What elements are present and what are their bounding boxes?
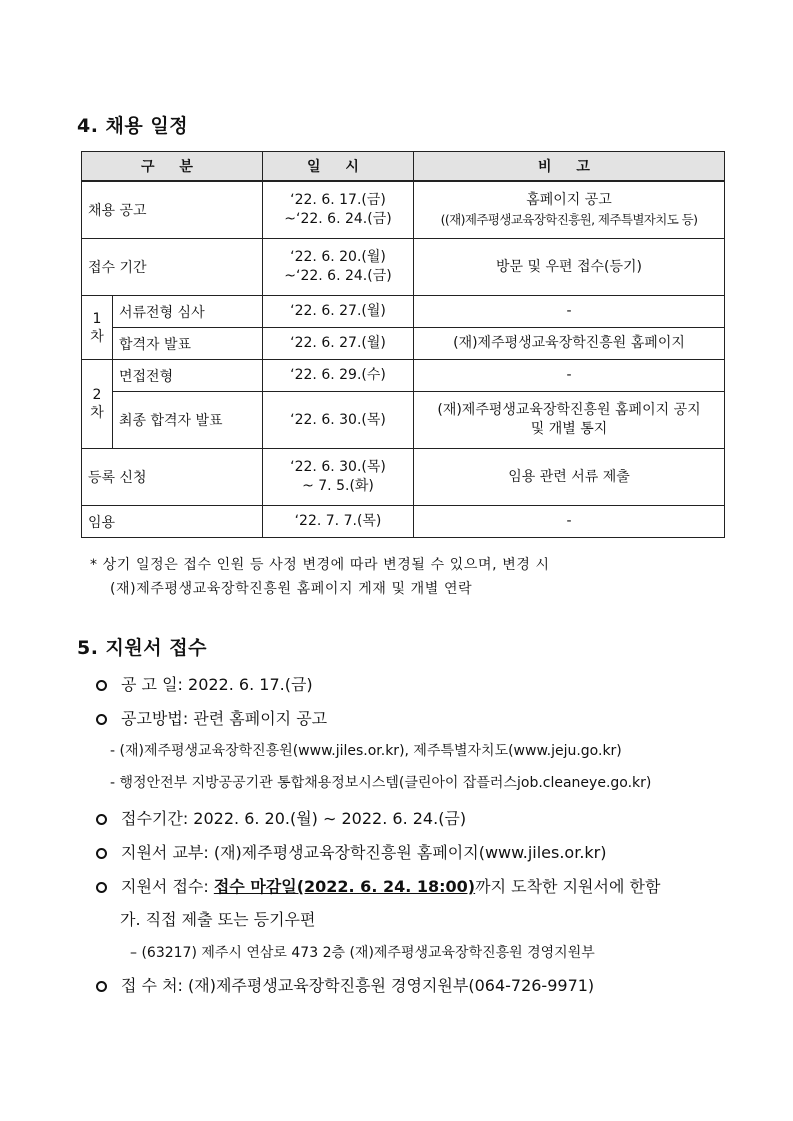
distribution-item [96,840,607,863]
circle-bullet-icon [96,981,107,992]
item-text: 지원서 접수: [121,877,214,896]
table-row [82,181,725,239]
table-row [82,296,725,328]
date-start: ‘22. 6. 17.(금) [290,192,386,208]
footnote-line-2: (재)제주평생교육장학진흥원 홈페이지 게재 및 개별 연락 [110,581,473,597]
note-line: 홈페이지 공고 [526,192,612,208]
row-label: 면접전형 [113,360,263,392]
footnote-line-1: * 상기 일정은 접수 인원 등 사정 변경에 따라 변경될 수 있으며, 변경 시 [90,557,550,573]
item-text: 접수기간: 2022. 6. 20.(월) ∼ 2022. 6. 24.(금) [121,809,467,828]
contact-item [96,973,594,996]
row-note: 임용 관련 서류 제출 [414,449,725,506]
notice-method-sub-1: - (재)제주평생교육장학진흥원(www.jiles.or.kr), 제주특별자치도(www.jeju.go.kr) [110,743,622,759]
header-note: 비 고 [414,152,725,182]
period-item [96,806,466,829]
submission-deadline: 접수 마감일(2022. 6. 24. 18:00) [213,877,476,896]
row-label: 등록 신청 [82,449,263,506]
row-label: 합격자 발표 [113,328,263,360]
note-line: (재)제주평생교육장학진흥원 홈페이지 공지 [437,402,701,418]
table-row [82,392,725,449]
row-label: 채용 공고 [82,181,263,239]
table-row [82,449,725,506]
row-note [414,181,725,239]
row-note: (재)제주평생교육장학진흥원 홈페이지 [414,328,725,360]
row-date: ‘22. 7. 7.(목) [263,506,414,538]
header-date: 일 시 [263,152,414,182]
circle-bullet-icon [96,680,107,691]
row-note: - [414,360,725,392]
note-line: ((재)제주평생교육장학진흥원, 제주특별자치도 등) [440,212,698,227]
section-4-title: 4. 채용 일정 [77,115,189,137]
row-label: 최종 합격자 발표 [113,392,263,449]
date-start: ‘22. 6. 20.(월) [290,249,386,265]
row-date: ‘22. 6. 29.(수) [263,360,414,392]
schedule-footnote [90,553,550,601]
row-date [263,181,414,239]
header-category: 구 분 [82,152,263,182]
item-text: 지원서 교부: (재)제주평생교육장학진흥원 홈페이지(www.jiles.or.kr) [121,843,607,862]
row-note: - [414,506,725,538]
item-text: 공고방법: 관련 홈페이지 공고 [121,709,328,728]
submission-method: 가. 직접 제출 또는 등기우편 [120,910,316,929]
row-label: 서류전형 심사 [113,296,263,328]
round-1-label [82,296,113,360]
section-5-title: 5. 지원서 접수 [77,637,207,659]
notice-date-item [96,672,313,695]
circle-bullet-icon [96,714,107,725]
row-date: ‘22. 6. 27.(월) [263,328,414,360]
row-date: ‘22. 6. 27.(월) [263,296,414,328]
date-end: ~‘22. 6. 24.(금) [284,211,392,227]
notice-method-item [96,706,327,729]
date-start: ‘22. 6. 30.(목) [290,459,386,475]
item-text: 까지 도착한 지원서에 한함 [475,877,661,896]
row-note [414,392,725,449]
round-label-text: 2 차 [90,387,104,421]
circle-bullet-icon [96,848,107,859]
row-label: 접수 기간 [82,239,263,296]
item-text: 접 수 처: (재)제주평생교육장학진흥원 경영지원부(064-726-9971) [121,976,595,995]
row-date [263,449,414,506]
table-row [82,239,725,296]
notice-method-sub-2: - 행정안전부 지방공공기관 통합채용정보시스템(클린아이 잡플러스job.cleaneye.go.kr) [110,775,652,791]
note-line: 및 개별 통지 [530,421,608,437]
recruitment-schedule-table [81,151,725,538]
submission-address: – (63217) 제주시 연삼로 473 2층 (재)제주평생교육장학진흥원 경영지원부 [130,945,595,961]
circle-bullet-icon [96,882,107,893]
submission-item [96,874,660,897]
round-2-label [82,360,113,449]
row-date: ‘22. 6. 30.(목) [263,392,414,449]
table-row [82,506,725,538]
item-text: 공 고 일: 2022. 6. 17.(금) [121,675,313,694]
table-row [82,360,725,392]
round-label-text: 1 차 [90,310,104,345]
row-note: - [414,296,725,328]
table-row [82,328,725,360]
circle-bullet-icon [96,814,107,825]
row-note: 방문 및 우편 접수(등기) [414,239,725,296]
row-label: 임용 [82,506,263,538]
date-end: ~ 7. 5.(화) [302,478,374,494]
date-end: ~‘22. 6. 24.(금) [284,268,392,284]
row-date [263,239,414,296]
